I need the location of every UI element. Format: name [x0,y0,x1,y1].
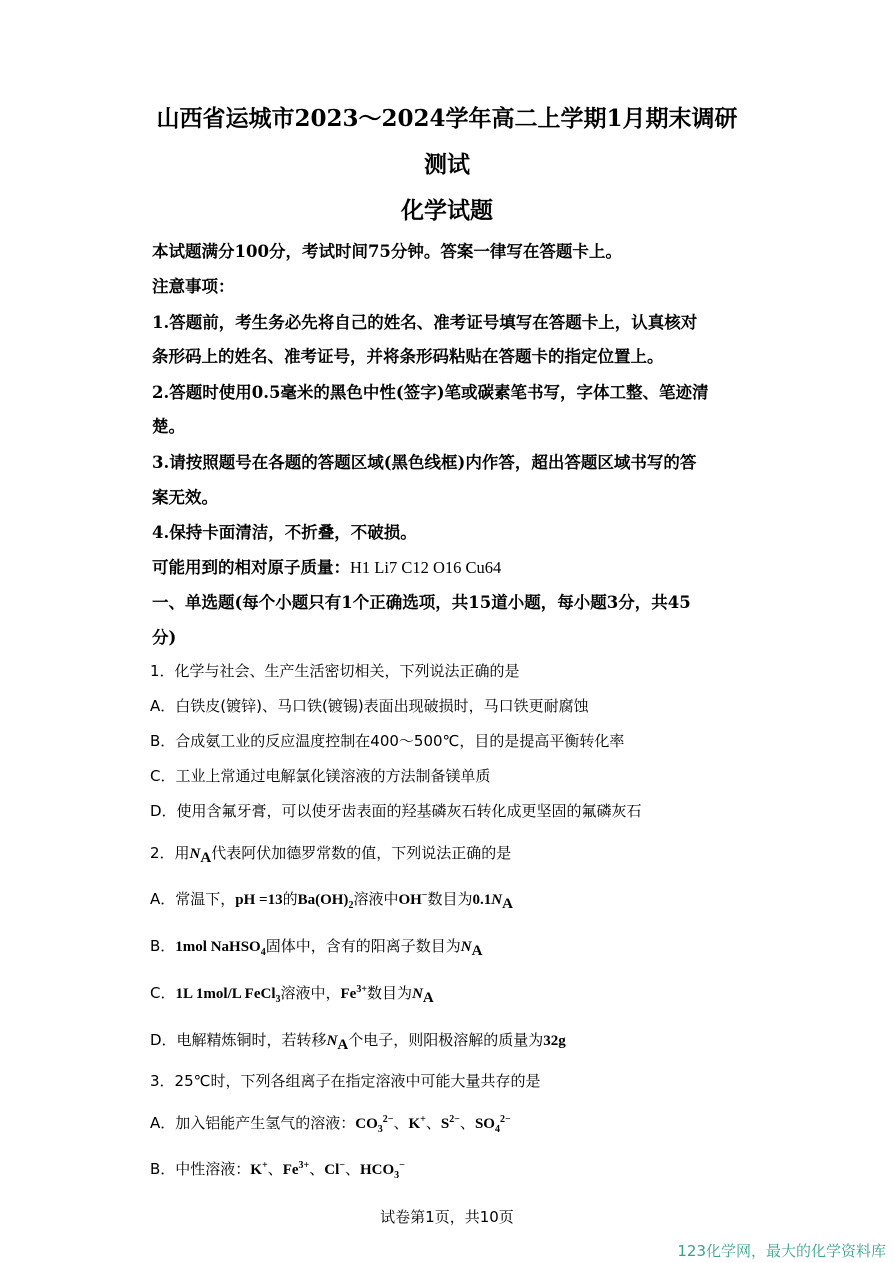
q2-stem: 2．用$N_A$代表阿伏加德罗常数的值，下列说法正确的是 [150,844,512,866]
site-watermark: 123化学网，最大的化学资料库 [677,1242,886,1260]
notice-2-line1: 2.答题时使用0.5毫米的黑色中性(签字)笔或碳素笔书写，字体工整、笔迹清 [152,383,709,402]
avogadro-symbol: $N_A$ [326,1033,349,1053]
atomic-mass-line [152,554,501,578]
q3-option-a: A．加入铝能产生氢气的溶液：$CO_3^{2-}$、K+、$S^{2-}$、$SO_4^{2-}$ [150,1114,511,1135]
formula-oh: OH− [398,890,428,908]
ion-s2: $S^{2-}$ [440,1114,460,1132]
subject-title: 化学试题 [401,197,493,224]
notice-1-line1: 1.答题前，考生务必先将自己的姓名、准考证号填写在答题卡上，认真核对 [152,313,698,332]
formula-fecl3: 1L 1mol/L FeCl$_3$ [175,986,281,1005]
notice-4: 4.保持卡面清洁，不折叠，不破损。 [152,523,417,542]
ion-k: K+ [408,1114,426,1132]
notice-1-line2: 条形码上的姓名、准考证号，并将条形码粘贴在答题卡的指定位置上。 [152,347,664,366]
ion-hco3: $HCO_3^-$ [359,1160,405,1181]
q1-stem: 1．化学与社会、生产生活密切相关，下列说法正确的是 [150,662,520,680]
q1-option-d: D．使用含氟牙膏，可以使牙齿表面的羟基磷灰石转化成更坚固的氟磷灰石 [150,802,642,820]
exam-intro: 本试题满分100分，考试时间75分钟。答案一律写在答题卡上。 [152,242,622,261]
formula-nahso4: 1mol NaHSO$_4$ [175,939,266,958]
notice-3-line1: 3.请按照题号在各题的答题区域(黑色线框)内作答，超出答题区域书写的答 [152,453,697,472]
ion-cl: Cl− [324,1160,345,1178]
ion-fe3: $Fe^{3+}$ [282,1160,310,1178]
q3-option-b: B．中性溶液：K+、$Fe^{3+}$、Cl−、$HCO_3^-$ [150,1160,405,1181]
notice-heading: 注意事项： [152,277,235,296]
q3-stem: 3．25℃时，下列各组离子在指定溶液中可能大量共存的是 [150,1072,541,1090]
q2-option-b: B．1mol NaHSO$_4$固体中，含有的阳离子数目为$N_A$ [150,937,483,959]
avogadro-symbol: $N_A$ [189,846,212,866]
atomic-mass-label: 可能用到的相对原子质量： [152,558,350,577]
section1-heading-line1: 一、单选题(每个小题只有1个正确选项，共15道小题，每小题3分，共45 [152,593,691,612]
ion-fe3: $Fe^{3+}$ [340,984,368,1002]
notice-3-line2: 案无效。 [152,488,218,507]
q2-option-c: C．1L 1mol/L FeCl$_3$溶液中，$Fe^{3+}$数目为$N_A$ [150,984,434,1006]
q2-option-d: D．电解精炼铜时，若转移$N_A$个电子，则阳极溶解的质量为32g [150,1031,566,1053]
formula-baoh2: $Ba(OH)_2$ [297,892,354,911]
avogadro-symbol: $N_A$ [491,892,513,912]
section1-heading-line2: 分) [152,628,177,647]
q1-option-c: C．工业上常通过电解氯化镁溶液的方法制备镁单质 [150,767,491,785]
ion-k: K+ [250,1160,268,1178]
q2-option-a: A．常温下，pH =13的$Ba(OH)_2$溶液中OH−数目为$0.1N_A$ [150,890,513,912]
notice-2-line2: 楚。 [152,417,185,436]
ion-so4: $SO_4^{2-}$ [474,1114,511,1135]
q1-option-b: B．合成氨工业的反应温度控制在400～500℃，目的是提高平衡转化率 [150,732,625,750]
atomic-mass-values: H1 Li7 C12 O16 Cu64 [350,558,502,577]
q1-option-a: A．白铁皮(镀锌)、马口铁(镀锡)表面出现破损时，马口铁更耐腐蚀 [150,697,589,715]
page-footer: 试卷第1页，共10页 [380,1208,514,1226]
ion-co3: $CO_3^{2-}$ [355,1114,394,1135]
exam-title-line1: 山西省运城市2023～2024学年高二上学期1月期末调研 [156,105,738,132]
avogadro-symbol: $N_A$ [460,939,483,959]
exam-title-line2: 测试 [424,151,470,178]
avogadro-symbol: $N_A$ [412,986,434,1006]
